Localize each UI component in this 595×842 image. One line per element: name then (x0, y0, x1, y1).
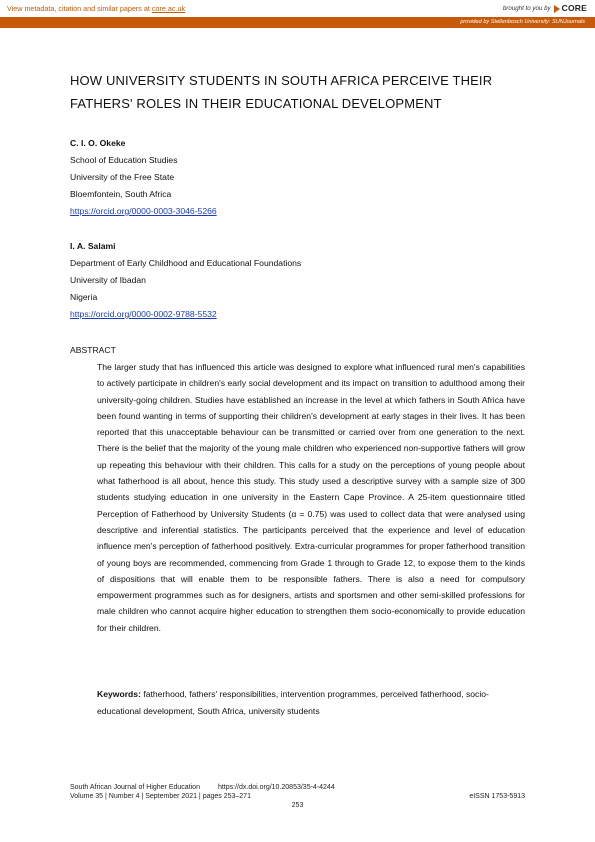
author-block-1 (70, 135, 530, 220)
author-affiliation-line: University of Ibadan (70, 275, 146, 285)
author-affiliation-line: Department of Early Childhood and Educational Foundations (70, 258, 302, 268)
core-ac-uk-link[interactable]: core.ac.uk (151, 4, 186, 13)
keywords-label: Keywords: (97, 689, 141, 699)
footer-volume: Volume 35 | Number 4 | September 2021 | pages 253‒271 (70, 793, 251, 800)
author-name: I. A. Salami (70, 241, 116, 251)
core-banner-top (0, 0, 595, 17)
keywords-text: fatherhood, fathers' responsibilities, intervention programmes, perceived fatherhood, socio-educational development, South Africa, university students (97, 689, 489, 716)
footer-eissn: eISSN 1753-5913 (469, 793, 525, 800)
author-orcid-link[interactable]: https://orcid.org/0000-0002-9788-5532 (70, 309, 217, 319)
author-block-2 (70, 238, 530, 323)
abstract-heading: ABSTRACT (70, 345, 116, 355)
core-logo-text: CORE (561, 3, 587, 13)
core-brought-by[interactable] (503, 0, 587, 17)
author-name: C. I. O. Okeke (70, 138, 126, 148)
author-affiliation-line: Nigeria (70, 292, 98, 302)
paper-title (70, 69, 540, 115)
footer-journal-line (70, 783, 525, 792)
core-logo-icon (554, 5, 560, 13)
author-orcid-link[interactable]: https://orcid.org/0000-0003-3046-5266 (70, 206, 217, 216)
author-affiliation-line: School of Education Studies (70, 155, 178, 165)
footer-doi-link[interactable]: https://dx.doi.org/10.20853/35-4-4244 (217, 784, 335, 791)
author-affiliation-line: Bloemfontein, South Africa (70, 189, 172, 199)
core-brought-by-text: brought to you by (502, 5, 551, 12)
page-number: 253 (291, 802, 304, 809)
core-logo[interactable] (554, 0, 587, 17)
core-provider-text[interactable]: provided by Stellenbosch University: SUNJournals (460, 19, 585, 25)
author-affiliation-line: University of the Free State (70, 172, 175, 182)
core-provider-bar (0, 17, 595, 28)
core-metadata-text: View metadata, citation and similar papers at (7, 4, 152, 13)
keywords (97, 686, 525, 720)
abstract-text: The larger study that has influenced this article was designed to explore what influenced rural men's capabilities to actively participate in children's early social development and its impact on transition to adulthood among their university-going children. Studies have established an increase in the level at which fathers in South Africa have been found wanting in terms of supporting their children's development at early stages in their lives. It has been reported that this unacceptable behaviour can be transmitted or carried over from one generation to the next. There is the belief that the majority of the young male children who experienced non-supportive fathers will grow up repeating this behaviour with their children. This calls for a study on the perceptions of young people about what fatherhood is all about, hence this study. This study used a descriptive survey with a sample size of 300 students studying education in one university in the Eastern Cape Province. A 25-item questionnaire titled Perception of Fatherhood by University Students (α = 0.75) was used to collect data that were analysed using descriptive and inferential statistics. The participants perceived that the experience and level of education influence men's perception of fatherhood positively. Extra-curricular programmes for proper fatherhood transition of young boys are recommended, commencing from Grade 1 through to Grade 12, to expose them to the kinds of dispositions that will enable them to be responsible fathers. There is also a need for compulsory empowerment programmes such as for designers, artists and sportsmen and other semi-skilled professions for male children who cannot acquire higher education to strengthen them socio-economically to provide education for their children. (97, 362, 525, 633)
core-metadata-link[interactable] (7, 0, 185, 17)
footer-volume-line (70, 792, 525, 801)
paper-title-line-1: HOW UNIVERSITY STUDENTS IN SOUTH AFRICA PERCEIVE THEIR (70, 73, 493, 88)
core-banner (0, 0, 595, 28)
paper-title-line-2: FATHERS' ROLES IN THEIR EDUCATIONAL DEVELOPMENT (70, 96, 442, 111)
footer-journal-name: South African Journal of Higher Education (70, 784, 200, 791)
